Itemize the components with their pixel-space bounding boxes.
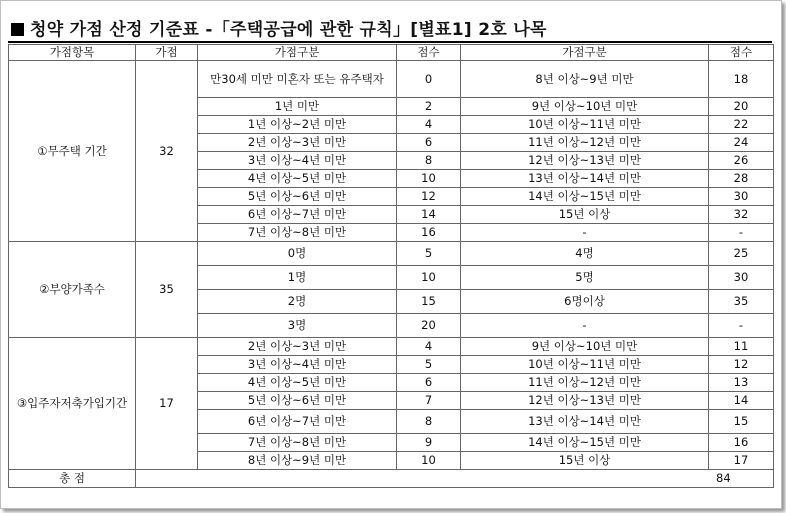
- score-cell: 30: [709, 266, 774, 290]
- item-cell: ①무주택 기간: [9, 61, 136, 242]
- range-cell: 0명: [198, 242, 397, 266]
- range-cell: 9년 이상~10년 미만: [461, 338, 709, 356]
- range-cell: 2년 이상~3년 미만: [198, 338, 397, 356]
- range-cell: 2년 이상~3년 미만: [198, 134, 397, 152]
- range-cell: 13년 이상~14년 미만: [461, 170, 709, 188]
- header-cell: 점수: [397, 45, 461, 61]
- range-cell: 8년 이상~9년 미만: [461, 61, 709, 98]
- score-cell: 10: [397, 452, 461, 470]
- score-cell: 16: [397, 224, 461, 242]
- range-cell: 9년 이상~10년 미만: [461, 98, 709, 116]
- table-row: [9, 61, 774, 98]
- score-cell: 10: [397, 170, 461, 188]
- range-cell: 5년 이상~6년 미만: [198, 392, 397, 410]
- score-cell: 14: [397, 206, 461, 224]
- range-cell: 5년 이상~6년 미만: [198, 188, 397, 206]
- header-cell: 가점구분: [461, 45, 709, 61]
- score-cell: 8: [397, 152, 461, 170]
- range-cell: 12년 이상~13년 미만: [461, 392, 709, 410]
- range-cell: 15년 이상: [461, 206, 709, 224]
- score-cell: 2: [397, 98, 461, 116]
- points-cell: 32: [136, 61, 198, 242]
- range-cell: 14년 이상~15년 미만: [461, 188, 709, 206]
- black-square-icon: [11, 23, 24, 36]
- score-cell: 9: [397, 434, 461, 452]
- score-cell: 32: [709, 206, 774, 224]
- score-cell: 30: [709, 188, 774, 206]
- range-cell: 11년 이상~12년 미만: [461, 134, 709, 152]
- header-cell: 점수: [709, 45, 774, 61]
- range-cell: 1명: [198, 266, 397, 290]
- header-cell: 가점항목: [9, 45, 136, 61]
- range-cell: 15년 이상: [461, 452, 709, 470]
- range-cell: 6명이상: [461, 290, 709, 314]
- range-cell: -: [461, 224, 709, 242]
- range-cell: 10년 이상~11년 미만: [461, 116, 709, 134]
- range-cell: 7년 이상~8년 미만: [198, 224, 397, 242]
- range-cell: 4년 이상~5년 미만: [198, 170, 397, 188]
- total-label: 총 점: [9, 470, 136, 488]
- score-cell: 13: [709, 374, 774, 392]
- range-cell: 13년 이상~14년 미만: [461, 410, 709, 434]
- range-cell: 8년 이상~9년 미만: [198, 452, 397, 470]
- score-cell: 15: [397, 290, 461, 314]
- header-cell: 가점구분: [198, 45, 397, 61]
- score-cell: 12: [709, 356, 774, 374]
- header-row: [9, 45, 774, 61]
- score-cell: 16: [709, 434, 774, 452]
- score-cell: 8: [397, 410, 461, 434]
- score-cell: 22: [709, 116, 774, 134]
- item-cell: ②부양가족수: [9, 242, 136, 338]
- page-title: [11, 15, 547, 40]
- total-row: [9, 470, 774, 488]
- score-cell: 26: [709, 152, 774, 170]
- range-cell: 6년 이상~7년 미만: [198, 410, 397, 434]
- range-cell: 4년 이상~5년 미만: [198, 374, 397, 392]
- range-cell: 1년 미만: [198, 98, 397, 116]
- score-cell: 5: [397, 356, 461, 374]
- range-cell: -: [461, 314, 709, 338]
- score-cell: 25: [709, 242, 774, 266]
- score-cell: 20: [709, 98, 774, 116]
- points-cell: 35: [136, 242, 198, 338]
- range-cell: 10년 이상~11년 미만: [461, 356, 709, 374]
- range-cell: 3년 이상~4년 미만: [198, 356, 397, 374]
- score-cell: 4: [397, 116, 461, 134]
- score-cell: 0: [397, 61, 461, 98]
- title-text: 청약 가점 산정 기준표 -「주택공급에 관한 규칙」[별표1] 2호 나목: [30, 20, 547, 40]
- score-cell: 12: [397, 188, 461, 206]
- range-cell: 7년 이상~8년 미만: [198, 434, 397, 452]
- header-cell: 가점: [136, 45, 198, 61]
- score-cell: 6: [397, 134, 461, 152]
- range-cell: 5명: [461, 266, 709, 290]
- score-cell: 28: [709, 170, 774, 188]
- points-cell: 17: [136, 338, 198, 470]
- range-cell: 14년 이상~15년 미만: [461, 434, 709, 452]
- score-cell: 14: [709, 392, 774, 410]
- range-cell: 12년 이상~13년 미만: [461, 152, 709, 170]
- score-cell: 6: [397, 374, 461, 392]
- range-cell: 6년 이상~7년 미만: [198, 206, 397, 224]
- total-value: 84: [136, 470, 774, 488]
- score-cell: 11: [709, 338, 774, 356]
- score-cell: 7: [397, 392, 461, 410]
- score-cell: 24: [709, 134, 774, 152]
- range-cell: 11년 이상~12년 미만: [461, 374, 709, 392]
- title-underline: [8, 41, 772, 43]
- score-cell: 15: [709, 410, 774, 434]
- table-row: [9, 242, 774, 266]
- score-cell: 10: [397, 266, 461, 290]
- range-cell: 1년 이상~2년 미만: [198, 116, 397, 134]
- range-cell: 만30세 미만 미혼자 또는 유주택자: [198, 61, 397, 98]
- score-cell: 18: [709, 61, 774, 98]
- range-cell: 2명: [198, 290, 397, 314]
- range-cell: 3년 이상~4년 미만: [198, 152, 397, 170]
- score-cell: 4: [397, 338, 461, 356]
- item-cell: ③입주자저축가입기간: [9, 338, 136, 470]
- score-table: [8, 44, 774, 488]
- score-cell: 17: [709, 452, 774, 470]
- score-cell: 35: [709, 290, 774, 314]
- range-cell: 3명: [198, 314, 397, 338]
- table-row: [9, 338, 774, 356]
- score-cell: -: [709, 314, 774, 338]
- range-cell: 4명: [461, 242, 709, 266]
- score-cell: -: [709, 224, 774, 242]
- score-cell: 20: [397, 314, 461, 338]
- score-cell: 5: [397, 242, 461, 266]
